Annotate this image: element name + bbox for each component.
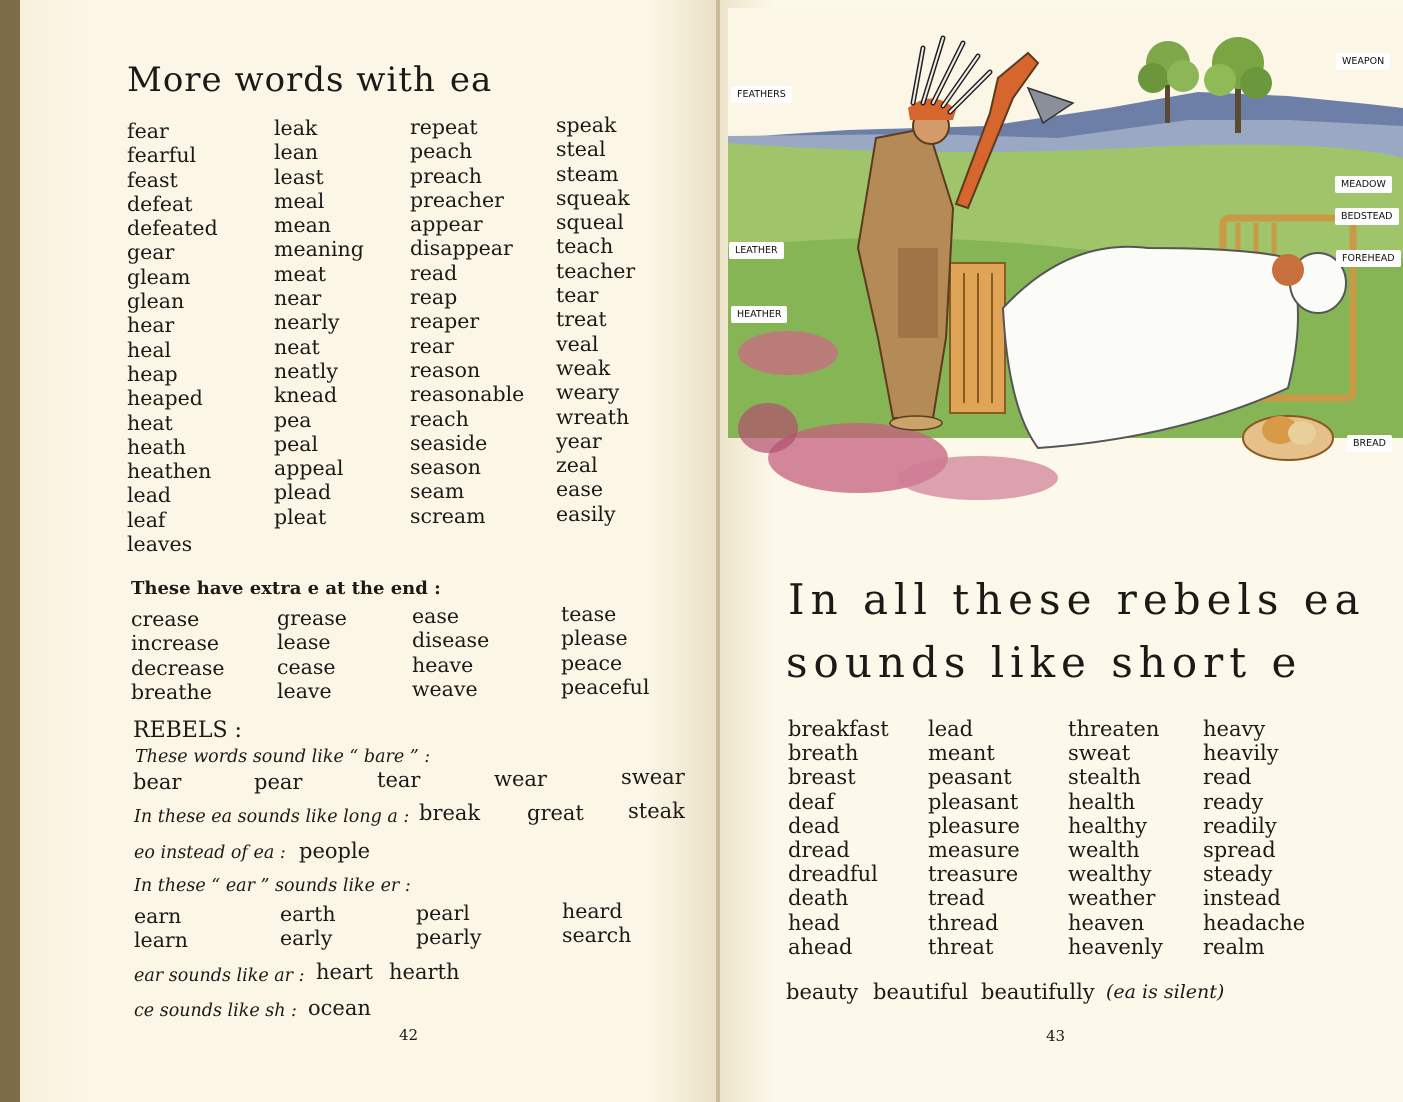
word: reap [410, 285, 458, 310]
sh-word: ocean [308, 996, 371, 1020]
word: breathe [131, 679, 212, 704]
word: easily [556, 501, 616, 526]
word: cease [277, 654, 336, 679]
word: glean [127, 289, 185, 314]
word: breast [788, 765, 856, 790]
silent-word: beautifully [981, 980, 1095, 1004]
word: sweat [1068, 741, 1131, 766]
word: increase [131, 631, 220, 656]
er-label: In these “ ear ” sounds like er : [134, 876, 411, 896]
word: defeated [127, 216, 218, 241]
word: speak [556, 113, 617, 137]
left-page-title [127, 60, 492, 100]
rebels-heading: REBELS : [133, 718, 242, 743]
word: near [274, 286, 322, 311]
word: lead [127, 483, 172, 508]
word: lead [928, 717, 974, 741]
word: instead [1203, 886, 1281, 911]
word: death [788, 886, 849, 911]
label-bread: BREAD [1347, 435, 1392, 452]
bare-label: These words sound like “ bare ” : [135, 747, 431, 767]
silent-word: beauty [786, 980, 859, 1004]
word: feast [127, 167, 178, 192]
word: heathen [127, 459, 212, 484]
word: pleat [274, 504, 327, 529]
word: weak [556, 355, 611, 380]
word: pleasant [928, 789, 1019, 814]
word-column-4 [556, 113, 635, 526]
word: ease [556, 477, 604, 502]
word: stealth [1068, 765, 1141, 790]
bare-word: tear [377, 768, 421, 792]
er-column-3 [416, 901, 481, 950]
word: seam [410, 479, 465, 504]
word: health [1068, 789, 1136, 814]
word: dead [788, 813, 840, 838]
word: wreath [556, 404, 630, 429]
word: weary [556, 380, 620, 405]
bare-word: bear [133, 770, 182, 794]
word: leave [277, 678, 332, 703]
word: wealth [1068, 838, 1140, 863]
word: head [788, 910, 840, 935]
word: heal [127, 337, 172, 362]
word: repeat [410, 115, 478, 139]
word: heap [127, 361, 178, 386]
sh-label: ce sounds like sh : [134, 1001, 297, 1021]
word: preacher [410, 187, 504, 212]
word: gear [127, 240, 175, 265]
silent-word: beautiful [873, 980, 969, 1004]
word: heavenly [1068, 934, 1163, 959]
word: neatly [274, 358, 338, 383]
word-column-2 [274, 116, 364, 529]
word: wealthy [1068, 862, 1152, 887]
word: gleam [127, 264, 191, 289]
word: disease [412, 628, 490, 653]
word: leaf [127, 507, 166, 532]
word: fearful [127, 143, 197, 168]
word: rear [410, 333, 454, 358]
word: heavily [1203, 741, 1279, 766]
word: year [556, 428, 602, 453]
word: crease [131, 607, 200, 631]
word: heaven [1068, 910, 1145, 935]
word: neat [274, 334, 320, 359]
word: mean [274, 213, 331, 238]
word: heave [412, 652, 474, 677]
eo-label: eo instead of ea : [134, 843, 286, 863]
word: teach [556, 234, 614, 259]
page-number-left: 42 [399, 1026, 419, 1044]
word: heaped [127, 386, 203, 411]
word: dread [788, 838, 850, 863]
word: hear [127, 313, 175, 338]
word: ease [412, 604, 460, 628]
word: realm [1203, 934, 1265, 959]
word: peaceful [561, 674, 650, 699]
long-a-word: break [419, 801, 481, 825]
word: threaten [1068, 717, 1160, 741]
word: peach [410, 139, 473, 164]
word: lean [274, 140, 319, 165]
word: deaf [788, 789, 835, 814]
word: meat [274, 261, 327, 286]
er-column-2 [280, 902, 336, 951]
word: peal [274, 431, 319, 456]
book-cover-edge [0, 0, 20, 1102]
bare-word: pear [254, 770, 303, 794]
label-feathers: FEATHERS [731, 86, 792, 103]
word: threat [928, 934, 994, 959]
page-number-right: 43 [1046, 1027, 1066, 1045]
word: zeal [556, 453, 598, 478]
word: grease [277, 606, 347, 630]
ar-word: heart [316, 960, 373, 984]
er-column-1 [134, 904, 188, 953]
label-meadow: MEADOW [1335, 176, 1392, 193]
word: seaside [410, 430, 488, 455]
word: early [280, 926, 333, 951]
word: treat [556, 307, 607, 332]
word: preach [410, 163, 482, 188]
rebel-column-3 [1068, 717, 1163, 959]
extra-e-column-1 [131, 607, 225, 704]
long-a-word: steak [628, 799, 685, 823]
word: pea [274, 407, 312, 432]
word: tear [556, 283, 599, 308]
word: pleasure [928, 813, 1020, 838]
word: reaper [410, 309, 480, 334]
rebel-column-1 [788, 717, 889, 959]
word: reason [410, 357, 481, 382]
word: breath [788, 741, 859, 766]
word: meant [928, 741, 995, 766]
right-page [720, 0, 1403, 1102]
word: lease [277, 630, 331, 655]
word: dreadful [788, 862, 878, 887]
word: breakfast [788, 717, 889, 741]
illustration-brave-and-bed [728, 8, 1403, 508]
word: read [410, 260, 458, 285]
word: earth [280, 902, 336, 926]
word: heat [127, 410, 173, 435]
word: teacher [556, 258, 636, 283]
word: spread [1203, 838, 1276, 863]
word: knead [274, 383, 338, 408]
word: least [274, 164, 324, 189]
word: earn [134, 904, 182, 928]
rebel-column-4 [1203, 717, 1305, 959]
word: squeal [556, 210, 624, 235]
word: peace [561, 650, 623, 675]
rebel-column-2 [928, 717, 1020, 959]
word: search [562, 923, 632, 948]
bare-word: swear [621, 765, 685, 789]
word: defeat [127, 191, 193, 216]
ar-label: ear sounds like ar : [134, 966, 305, 986]
word: steady [1203, 862, 1273, 887]
word: heavy [1203, 717, 1266, 741]
extra-e-column-4 [561, 602, 649, 699]
word: pearl [416, 901, 470, 925]
word: steal [556, 137, 606, 162]
long-a-label: In these ea sounds like long a : [134, 807, 410, 827]
word: tease [561, 602, 617, 626]
label-heather: HEATHER [731, 306, 787, 323]
word: meal [274, 188, 325, 213]
word: squeak [556, 185, 630, 210]
word: leak [274, 116, 318, 140]
word: scream [410, 503, 486, 528]
word: meaning [274, 237, 364, 262]
word: please [561, 626, 628, 651]
silent-note: (ea is silent) [1106, 981, 1225, 1003]
word: readily [1203, 813, 1277, 838]
word: tread [928, 886, 985, 911]
title-main: More words with [127, 60, 436, 100]
word: nearly [274, 310, 340, 335]
word-column-3 [410, 115, 524, 528]
word: measure [928, 838, 1020, 863]
word: peasant [928, 765, 1012, 790]
word: heath [127, 434, 186, 459]
word: learn [134, 928, 188, 953]
bread-icon [1243, 416, 1333, 460]
right-heading-line-1: In all these rebels ea [788, 575, 1366, 624]
title-ea: ea [449, 60, 493, 100]
extra-e-heading: These have extra e at the end : [131, 578, 441, 599]
word: disappear [410, 236, 513, 261]
word: decrease [131, 655, 225, 680]
word: reach [410, 406, 469, 431]
long-a-word: great [527, 801, 584, 825]
word: ready [1203, 789, 1264, 814]
word: headache [1203, 910, 1306, 935]
word: thread [928, 910, 999, 935]
extra-e-column-3 [412, 604, 489, 701]
word: appear [410, 212, 483, 237]
word-column-1 [127, 119, 218, 556]
word: heard [562, 899, 623, 923]
word: healthy [1068, 813, 1148, 838]
left-page [20, 0, 718, 1102]
label-forehead: FOREHEAD [1336, 250, 1401, 267]
word: reasonable [410, 382, 525, 407]
word: veal [556, 331, 599, 356]
bare-word: wear [494, 767, 547, 791]
word: weave [412, 676, 478, 701]
word: treasure [928, 862, 1019, 887]
word: read [1203, 765, 1252, 790]
word: steam [556, 161, 619, 186]
word: appeal [274, 456, 344, 481]
word: ahead [788, 934, 853, 959]
label-leather: LEATHER [729, 242, 784, 259]
word: pearly [416, 925, 482, 950]
label-bedstead: BEDSTEAD [1335, 208, 1399, 225]
word: plead [274, 480, 332, 505]
word: fear [127, 119, 169, 143]
er-column-4 [562, 899, 631, 948]
word: weather [1068, 886, 1156, 911]
right-heading-line-2: sounds like short e [786, 638, 1303, 687]
extra-e-column-2 [277, 606, 347, 703]
ar-word: hearth [389, 960, 460, 984]
label-weapon: WEAPON [1336, 53, 1390, 70]
eo-word: people [299, 839, 371, 863]
word: leaves [127, 532, 193, 557]
word: season [410, 455, 481, 480]
